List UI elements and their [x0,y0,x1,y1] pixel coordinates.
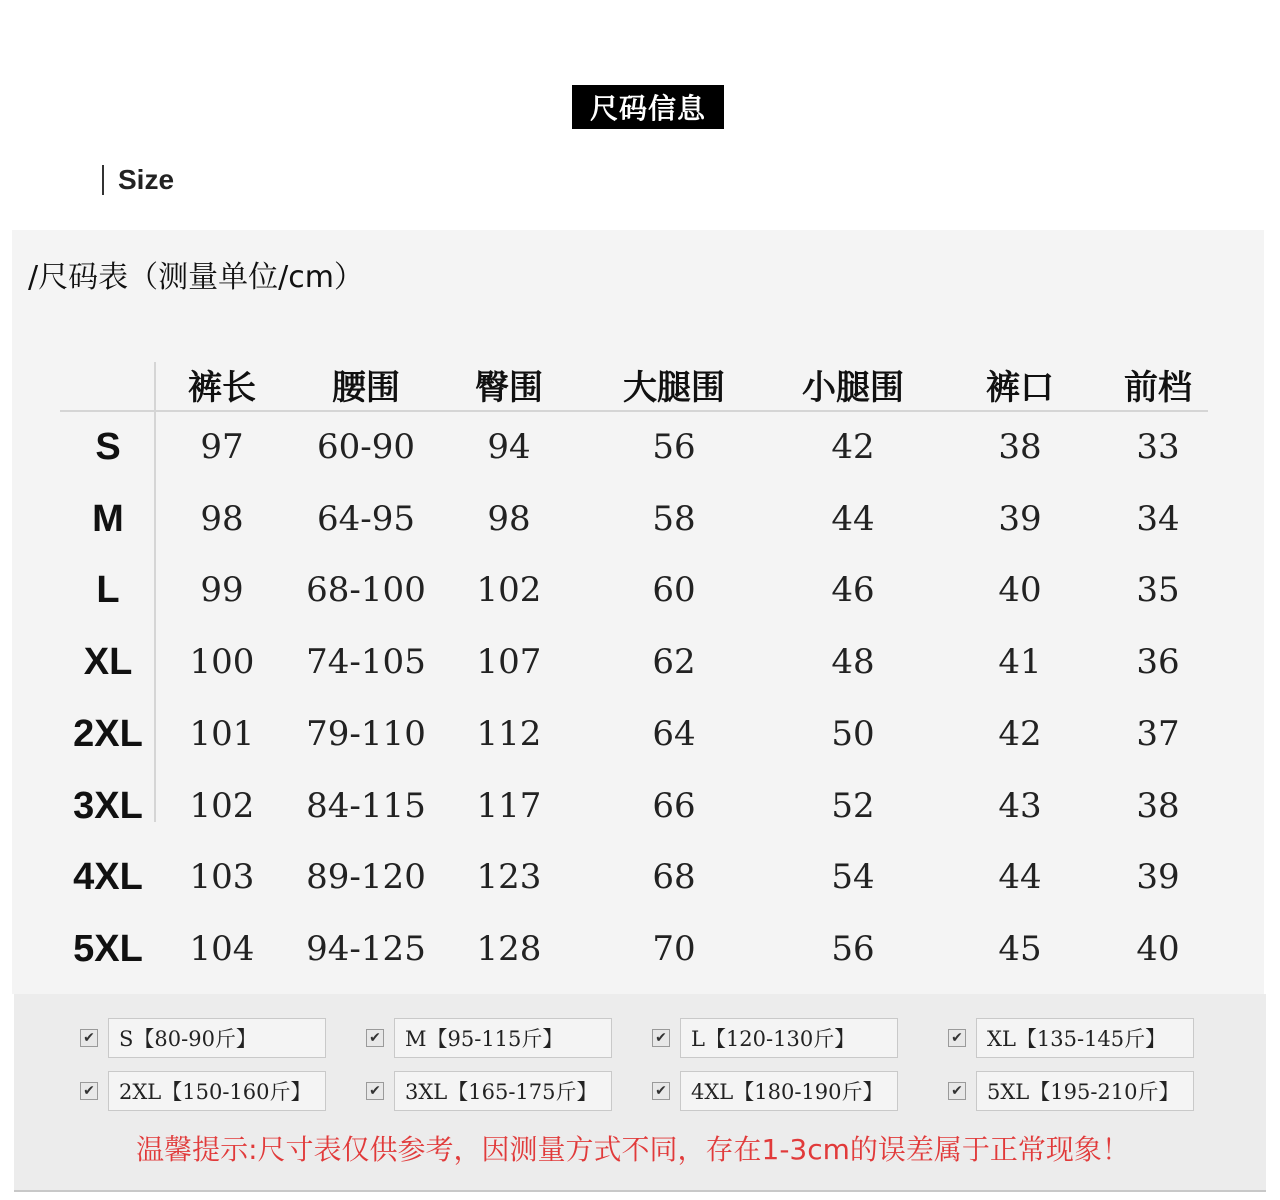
table-cell: 112 [476,714,542,754]
table-cell: 117 [476,786,542,826]
table-cell: 43 [998,786,1042,826]
table-vertical-divider [154,362,156,822]
table-cell: 74-105 [306,642,426,682]
size-row-label: 3XL [73,785,143,827]
checkbox-icon: ✔ [366,1029,384,1047]
size-row-label: 2XL [73,713,143,755]
column-header: 大腿围 [623,368,725,408]
column-header: 腰围 [332,368,400,408]
page-title: 尺码信息 [572,85,724,129]
weight-option [652,1018,898,1058]
table-cell: 60-90 [316,427,416,467]
table-cell: 123 [476,857,542,897]
table-cell: 94 [487,427,531,467]
weight-option [948,1018,1194,1058]
table-cell: 68-100 [306,570,426,610]
table-cell: 70 [652,929,696,969]
column-header: 小腿围 [802,368,904,408]
table-cell: 42 [998,714,1042,754]
column-header: 前档 [1124,368,1192,408]
checkbox-icon: ✔ [80,1082,98,1100]
table-cell: 60 [652,570,696,610]
table-cell: 44 [831,499,875,539]
table-cell: 42 [831,427,875,467]
table-cell: 56 [831,929,875,969]
measurement-tip: 温馨提示:尺寸表仅供参考，因测量方式不同，存在1-3cm的误差属于正常现象！ [136,1133,1130,1166]
table-cell: 103 [189,857,255,897]
table-cell: 40 [1136,929,1180,969]
weight-option [80,1071,326,1111]
table-cell: 54 [831,857,875,897]
table-cell: 84-115 [306,786,426,826]
table-cell: 89-120 [306,857,426,897]
weight-range-label: 2XL【150-160斤】 [108,1071,326,1111]
table-cell: 107 [476,642,542,682]
size-row-label: 5XL [73,928,143,970]
table-cell: 37 [1136,714,1180,754]
table-cell: 39 [998,499,1042,539]
table-cell: 66 [652,786,696,826]
divider [102,165,104,195]
weight-range-label: L【120-130斤】 [680,1018,898,1058]
weight-option [652,1071,898,1111]
column-header: 裤口 [986,368,1054,408]
table-cell: 45 [998,929,1042,969]
weight-range-label: 3XL【165-175斤】 [394,1071,612,1111]
weight-option [366,1018,612,1058]
table-cell: 50 [831,714,875,754]
table-cell: 40 [998,570,1042,610]
table-cell: 79-110 [306,714,426,754]
weight-range-label: M【95-115斤】 [394,1018,612,1058]
table-cell: 38 [1136,786,1180,826]
table-cell: 97 [200,427,244,467]
column-header: 臀围 [475,368,543,408]
table-cell: 68 [652,857,696,897]
table-cell: 101 [189,714,255,754]
table-cell: 48 [831,642,875,682]
table-cell: 34 [1136,499,1180,539]
checkbox-icon: ✔ [366,1082,384,1100]
weight-range-label: XL【135-145斤】 [976,1018,1194,1058]
size-row-label: M [92,498,124,540]
table-cell: 128 [476,929,542,969]
table-caption: /尺码表（测量单位/cm） [28,260,364,295]
weight-range-label: 4XL【180-190斤】 [680,1071,898,1111]
size-label-text: Size [118,164,175,195]
size-section-label [102,164,174,196]
size-row-label: XL [83,641,133,683]
table-cell: 39 [1136,857,1180,897]
table-cell: 46 [831,570,875,610]
table-cell: 64 [652,714,696,754]
table-cell: 44 [998,857,1042,897]
checkbox-icon: ✔ [652,1082,670,1100]
footer-divider [14,1190,1266,1192]
table-cell: 94-125 [306,929,426,969]
weight-option [366,1071,612,1111]
table-cell: 98 [200,499,244,539]
table-cell: 100 [189,642,255,682]
table-cell: 33 [1136,427,1180,467]
table-cell: 98 [487,499,531,539]
checkbox-icon: ✔ [652,1029,670,1047]
table-cell: 102 [476,570,542,610]
table-cell: 35 [1136,570,1180,610]
weight-option [80,1018,326,1058]
table-cell: 52 [831,786,875,826]
table-cell: 102 [189,786,255,826]
weight-option [948,1071,1194,1111]
table-cell: 62 [652,642,696,682]
size-row-label: L [96,569,120,611]
weight-range-label: S【80-90斤】 [108,1018,326,1058]
table-cell: 41 [998,642,1042,682]
table-cell: 99 [200,570,244,610]
column-header: 裤长 [188,368,256,408]
table-cell: 36 [1136,642,1180,682]
table-cell: 58 [652,499,696,539]
table-cell: 38 [998,427,1042,467]
weight-range-label: 5XL【195-210斤】 [976,1071,1194,1111]
table-cell: 56 [652,427,696,467]
table-cell: 64-95 [316,499,416,539]
size-row-label: 4XL [73,856,143,898]
size-row-label: S [95,426,121,468]
table-cell: 104 [189,929,255,969]
table-header-divider [60,410,1208,412]
checkbox-icon: ✔ [948,1082,966,1100]
checkbox-icon: ✔ [948,1029,966,1047]
checkbox-icon: ✔ [80,1029,98,1047]
